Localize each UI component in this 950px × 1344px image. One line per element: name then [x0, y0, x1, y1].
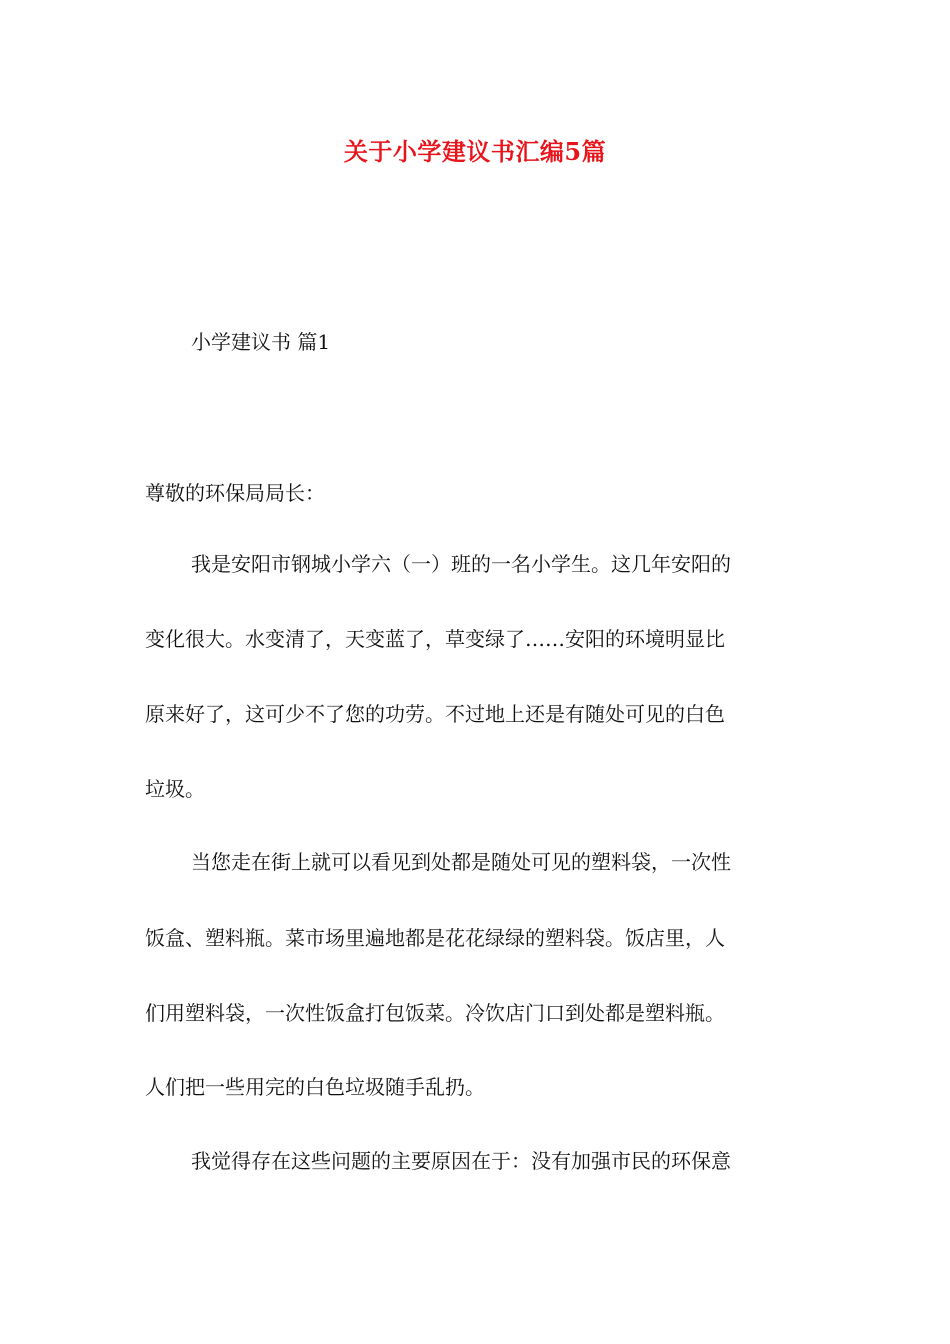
document-title: 关于小学建议书汇编5篇	[343, 137, 607, 166]
paragraph-1-line-3: 原来好了，这可少不了您的功劳。不过地上还是有随处可见的白色	[145, 702, 725, 726]
section-heading: 小学建议书 篇1	[191, 330, 331, 354]
paragraph-1-line-4: 垃圾。	[145, 777, 205, 801]
paragraph-1-line-1: 我是安阳市钢城小学六（一）班的一名小学生。这几年安阳的	[191, 552, 731, 576]
paragraph-2-line-2: 饭盒、塑料瓶。菜市场里遍地都是花花绿绿的塑料袋。饭店里，人	[145, 926, 725, 950]
paragraph-3-line-1: 我觉得存在这些问题的主要原因在于：没有加强市民的环保意	[191, 1149, 731, 1173]
paragraph-2-line-3: 们用塑料袋，一次性饭盒打包饭菜。冷饮店门口到处都是塑料瓶。	[145, 1001, 725, 1025]
paragraph-2-line-4: 人们把一些用完的白色垃圾随手乱扔。	[145, 1075, 485, 1099]
paragraph-2-line-1: 当您走在街上就可以看见到处都是随处可见的塑料袋，一次性	[191, 850, 731, 874]
salutation: 尊敬的环保局局长：	[145, 481, 325, 505]
paragraph-1-line-2: 变化很大。水变清了，天变蓝了，草变绿了……安阳的环境明显比	[145, 627, 725, 651]
